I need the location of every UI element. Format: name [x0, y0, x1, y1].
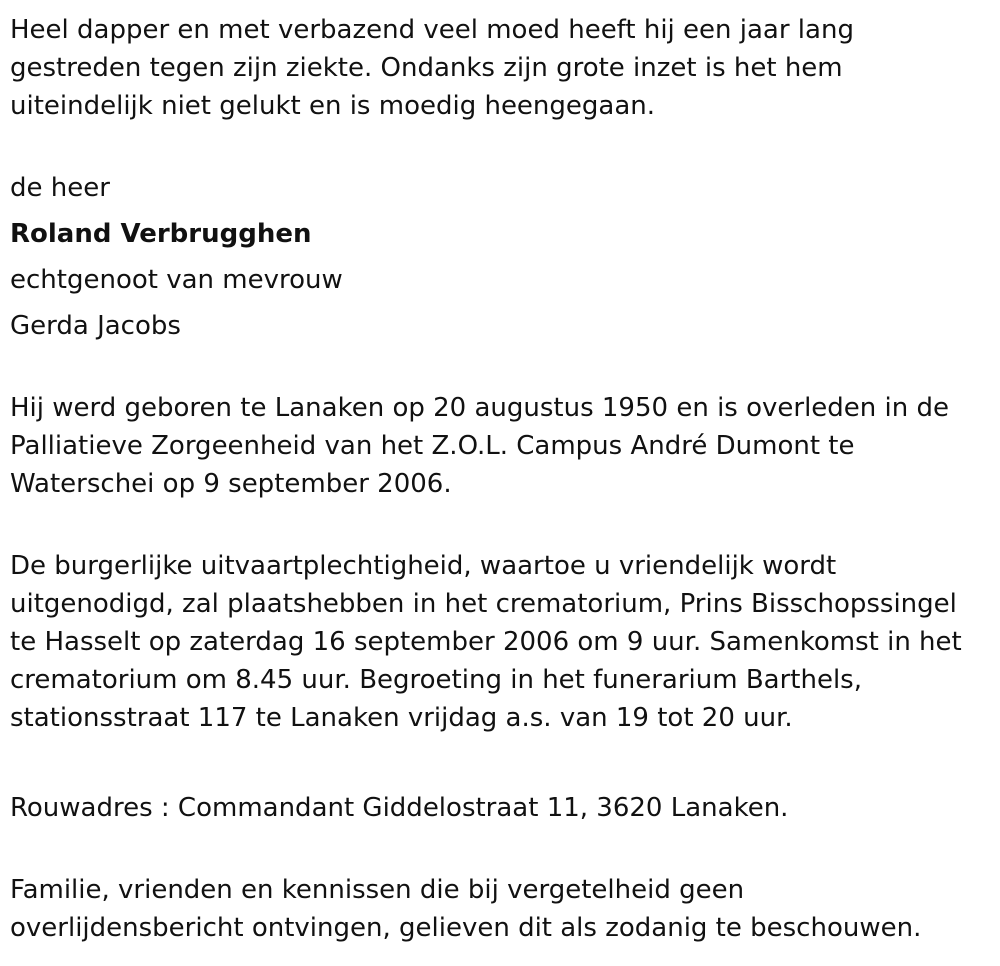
ceremony-line-5: stationsstraat 117 te Lanaken vrijdag a.s. van 19 tot 20 uur. — [10, 703, 793, 733]
life-dates-line-3: Waterschei op 9 september 2006. — [10, 469, 452, 499]
deceased-name: Roland Verbrugghen — [10, 219, 312, 249]
ceremony-line-2: uitgenodigd, zal plaatshebben in het crematorium, Prins Bisschopssingel — [10, 589, 957, 619]
closing-paragraph — [10, 871, 990, 947]
ceremony-line-1: De burgerlijke uitvaartplechtigheid, waartoe u vriendelijk wordt — [10, 551, 837, 581]
deceased-relation: echtgenoot van mevrouw — [10, 265, 343, 295]
ceremony-paragraph — [10, 547, 990, 737]
intro-line-2: gestreden tegen zijn ziekte. Ondanks zijn grote inzet is het hem — [10, 53, 843, 83]
deceased-block — [10, 169, 990, 345]
intro-line-1: Heel dapper en met verbazend veel moed heeft hij een jaar lang — [10, 15, 854, 45]
mourning-address — [10, 789, 990, 827]
life-dates-line-2: Palliatieve Zorgeenheid van het Z.O.L. Campus André Dumont te — [10, 431, 855, 461]
spouse-name: Gerda Jacobs — [10, 311, 181, 341]
mourning-address-line: Rouwadres : Commandant Giddelostraat 11, 3620 Lanaken. — [10, 793, 789, 823]
intro-line-3: uiteindelijk niet gelukt en is moedig heengegaan. — [10, 91, 656, 121]
ceremony-line-4: crematorium om 8.45 uur. Begroeting in het funerarium Barthels, — [10, 665, 862, 695]
deceased-salutation: de heer — [10, 173, 110, 203]
ceremony-line-3: te Hasselt op zaterdag 16 september 2006 om 9 uur. Samenkomst in het — [10, 627, 962, 657]
closing-line-2: overlijdensbericht ontvingen, gelieven dit als zodanig te beschouwen. — [10, 913, 922, 943]
closing-line-1: Familie, vrienden en kennissen die bij vergetelheid geen — [10, 875, 745, 905]
intro-paragraph — [10, 11, 990, 125]
life-dates-line-1: Hij werd geboren te Lanaken op 20 augustus 1950 en is overleden in de — [10, 393, 950, 423]
life-dates-paragraph — [10, 389, 990, 503]
